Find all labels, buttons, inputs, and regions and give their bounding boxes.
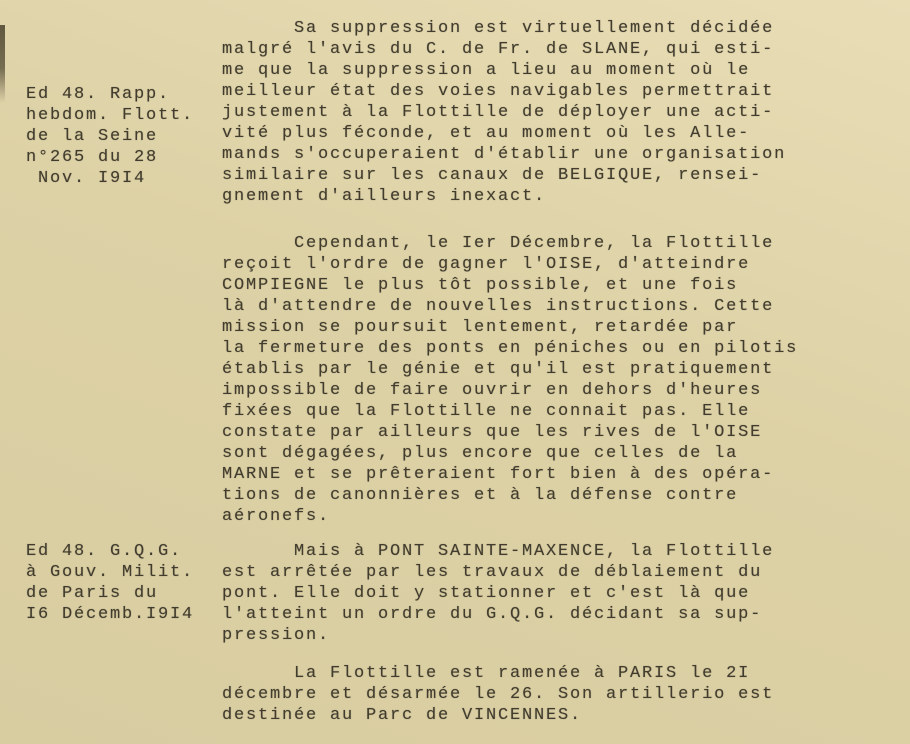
text-line: constate par ailleurs que les rives de l'OISE bbox=[222, 423, 763, 442]
text-line: fixées que la Flottille ne connait pas. Elle bbox=[222, 402, 751, 421]
text-line: là d'attendre de nouvelles instructions. Cette bbox=[222, 297, 775, 316]
paragraph-order-to-oise bbox=[222, 233, 798, 527]
text-line: hebdom. Flott. bbox=[26, 106, 195, 125]
text-line: Ed 48. Rapp. bbox=[26, 85, 171, 104]
paragraph-suppression-decision bbox=[222, 18, 786, 207]
text-line: meilleur état des voies navigables permettrait bbox=[222, 82, 775, 101]
text-line: de la Seine bbox=[26, 127, 159, 146]
text-line: décembre et désarmée le 26. Son artillerio est bbox=[222, 685, 775, 704]
text-line: sont dégagées, plus encore que celles de la bbox=[222, 444, 739, 463]
margin-note-source-reference-2 bbox=[26, 541, 194, 625]
text-line: La Flottille est ramenée à PARIS le 2I bbox=[222, 664, 751, 683]
text-line: Nov. I9I4 bbox=[26, 169, 147, 188]
text-line: vité plus féconde, et au moment où les Alle- bbox=[222, 124, 751, 143]
margin-note-source-reference-1 bbox=[26, 84, 194, 189]
text-line: Mais à PONT SAINTE-MAXENCE, la Flottille bbox=[222, 542, 775, 561]
text-line: impossible de faire ouvrir en dehors d'heures bbox=[222, 381, 763, 400]
paragraph-pont-sainte-maxence bbox=[222, 541, 774, 646]
text-line: mands s'occuperaient d'établir une organisation bbox=[222, 145, 787, 164]
text-line: Ed 48. G.Q.G. bbox=[26, 542, 183, 561]
text-line: reçoit l'ordre de gagner l'OISE, d'atteindre bbox=[222, 255, 751, 274]
text-line: mission se poursuit lentement, retardée par bbox=[222, 318, 739, 337]
text-line: à Gouv. Milit. bbox=[26, 563, 195, 582]
text-line: tions de canonnières et à la défense contre bbox=[222, 486, 739, 505]
paragraph-return-to-paris bbox=[222, 663, 774, 726]
text-line: Sa suppression est virtuellement décidée bbox=[222, 19, 775, 38]
text-line: établis par le génie et qu'il est pratiquement bbox=[222, 360, 775, 379]
text-line: pont. Elle doit y stationner et c'est là que bbox=[222, 584, 751, 603]
text-line: pression. bbox=[222, 626, 331, 645]
text-line: justement à la Flottille de déployer une acti- bbox=[222, 103, 775, 122]
text-line: la fermeture des ponts en péniches ou en pilotis bbox=[222, 339, 799, 358]
text-line: l'atteint un ordre du G.Q.G. décidant sa sup- bbox=[222, 605, 763, 624]
text-line: Cependant, le Ier Décembre, la Flottille bbox=[222, 234, 775, 253]
text-line: gnement d'ailleurs inexact. bbox=[222, 187, 547, 206]
page-edge-artifact bbox=[0, 25, 5, 103]
text-line: me que la suppression a lieu au moment où le bbox=[222, 61, 751, 80]
text-line: I6 Décemb.I9I4 bbox=[26, 605, 195, 624]
text-line: malgré l'avis du C. de Fr. de SLANE, qui esti- bbox=[222, 40, 775, 59]
text-line: n°265 du 28 bbox=[26, 148, 159, 167]
text-line: MARNE et se prêteraient fort bien à des opéra- bbox=[222, 465, 775, 484]
text-line: est arrêtée par les travaux de déblaiement du bbox=[222, 563, 763, 582]
text-line: de Paris du bbox=[26, 584, 159, 603]
text-line: destinée au Parc de VINCENNES. bbox=[222, 706, 583, 725]
text-line: COMPIEGNE le plus tôt possible, et une fois bbox=[222, 276, 739, 295]
text-line: similaire sur les canaux de BELGIQUE, rensei- bbox=[222, 166, 763, 185]
text-line: aéronefs. bbox=[222, 507, 331, 526]
